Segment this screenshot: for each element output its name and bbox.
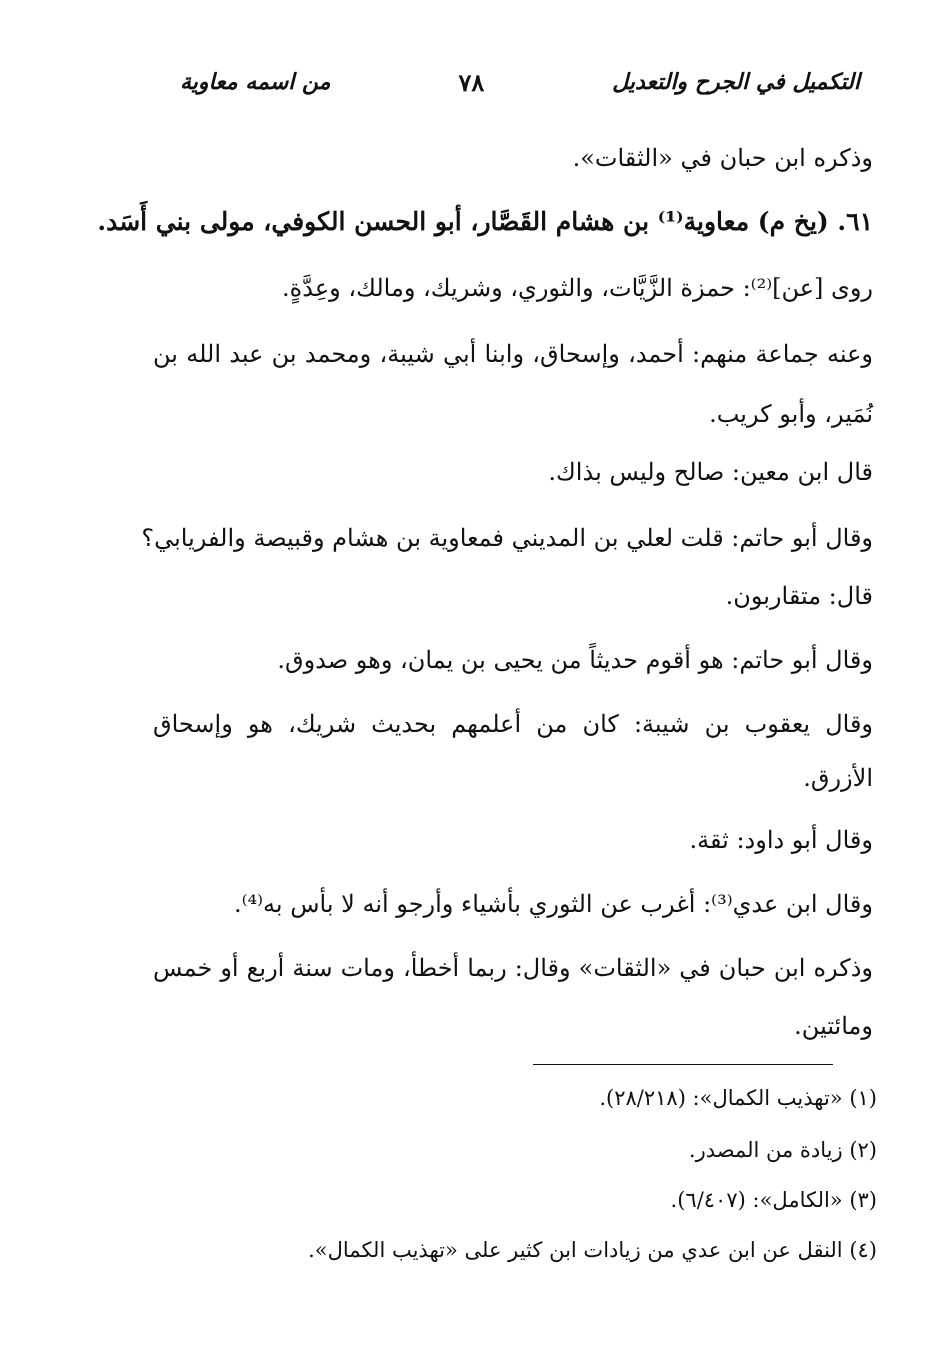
body-line: ومائتين. bbox=[794, 1012, 873, 1040]
body-line: الأزرق. bbox=[803, 764, 873, 792]
body-line: وعنه جماعة منهم: أحمد، وإسحاق، وابنا أبي شيبة، ومحمد بن عبد الله بن bbox=[153, 340, 873, 368]
body-line: وذكره ابن حبان في «الثقات» وقال: ربما أخطأ، ومات سنة أربع أو خمس bbox=[153, 954, 873, 982]
body-line: نُمَير، وأبو كريب. bbox=[709, 400, 873, 428]
body-line: وقال أبو حاتم: قلت لعلي بن المديني فمعاوية بن هشام وقبيصة والفريابي؟ bbox=[141, 524, 873, 552]
page-number: ٧٨ bbox=[458, 67, 485, 97]
book-title: التكميل في الجرح والتعديل bbox=[612, 69, 860, 95]
body-line: وقال أبو حاتم: هو أقوم حديثاً من يحيى بن يمان، وهو صدوق. bbox=[277, 646, 873, 674]
body-line: قال ابن معين: صالح وليس بذاك. bbox=[548, 458, 873, 486]
body-line: وقال ابن عدي⁽³⁾: أغرب عن الثوري بأشياء وأرجو أنه لا بأس به⁽⁴⁾. bbox=[233, 890, 873, 918]
footnote: (٣) «الكامل»: (٦/٤٠٧). bbox=[670, 1188, 877, 1212]
footnote-divider bbox=[533, 1064, 833, 1065]
footnote: (١) «تهذيب الكمال»: (٢٨/٢١٨). bbox=[599, 1086, 877, 1110]
section-title: من اسمه معاوية bbox=[180, 69, 331, 95]
footnote: (٢) زيادة من المصدر. bbox=[688, 1138, 877, 1162]
running-header bbox=[180, 62, 860, 102]
body-line: وقال يعقوب بن شيبة: كان من أعلمهم بحديث شريك، هو وإسحاق bbox=[153, 710, 874, 738]
entry-heading: ٦١. (يخ م) معاوية⁽¹⁾ بن هشام القَصَّار، أبو الحسن الكوفي، مولى بني أَسَد. bbox=[97, 207, 873, 236]
body-line: وقال أبو داود: ثقة. bbox=[689, 826, 873, 854]
footnote: (٤) النقل عن ابن عدي من زيادات ابن كثير على «تهذيب الكمال». bbox=[308, 1238, 877, 1262]
body-line: قال: متقاربون. bbox=[725, 582, 873, 610]
body-line: روى [عن]⁽²⁾: حمزة الزَّيَّات، والثوري، وشريك، ومالك، وعِدَّةٍ. bbox=[282, 274, 873, 302]
body-line: وذكره ابن حبان في «الثقات». bbox=[572, 144, 873, 172]
